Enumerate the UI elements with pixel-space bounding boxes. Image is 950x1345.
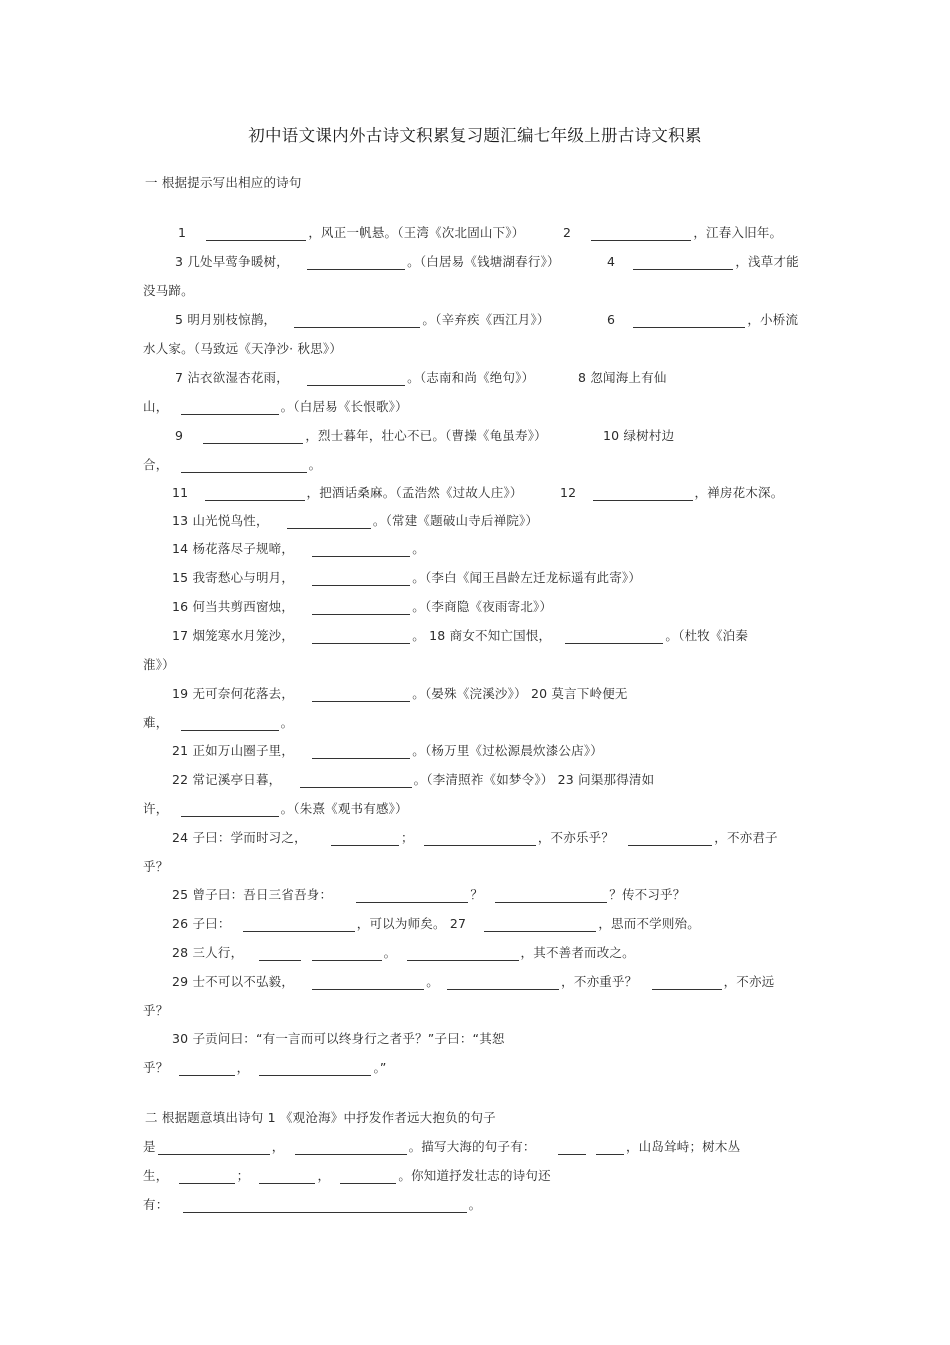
- question-text: ，不亦君子: [714, 830, 778, 845]
- question-text: ，其不善者而改之。: [520, 945, 635, 960]
- answer-blank[interactable]: [183, 1199, 467, 1213]
- question-text: 。（晏殊《浣溪沙》） 20 莫言下岭便无: [412, 686, 628, 701]
- answer-blank[interactable]: [593, 487, 693, 501]
- answer-blank[interactable]: [312, 543, 410, 557]
- question-6-row: [607, 312, 798, 328]
- question-number: 11: [172, 485, 189, 500]
- question-number: 2: [563, 225, 572, 240]
- answer-blank[interactable]: [307, 372, 405, 386]
- answer-blank[interactable]: [179, 1170, 235, 1184]
- question-text: 。（常建《题破山寺后禅院》）: [372, 513, 539, 528]
- question-text: 15 我寄愁心与明月，: [172, 570, 295, 585]
- question-text: 7 沾衣欲湿杏花雨，: [175, 370, 289, 385]
- question-text: 有：: [143, 1197, 169, 1212]
- question-text: 。: [468, 1197, 482, 1212]
- question-text: 。描写大海的句子有：: [408, 1139, 536, 1154]
- question-1-row: [178, 225, 524, 241]
- question-text: 难，: [143, 715, 169, 730]
- question-26-row: [172, 916, 700, 932]
- question-text: ，: [317, 1168, 331, 1183]
- question-text: 26 子曰：: [172, 916, 231, 931]
- question-16-row: [172, 599, 552, 615]
- question-text: 。: [426, 974, 439, 989]
- question-text: 。（朱熹《观书有感》）: [280, 801, 408, 816]
- answer-blank[interactable]: [356, 889, 468, 903]
- answer-blank[interactable]: [300, 774, 412, 788]
- question-text: 生，: [143, 1168, 169, 1183]
- question-2-row: [563, 225, 782, 241]
- question-24-row: [172, 830, 778, 846]
- question-text: 22 常记溪亭日暮，: [172, 772, 282, 787]
- question-25-row: [172, 887, 685, 903]
- question-text: ，不亦远: [723, 974, 775, 989]
- answer-blank[interactable]: [181, 717, 279, 731]
- question-text: 许，: [143, 801, 169, 816]
- question-text: 14 杨花落尽子规啼，: [172, 541, 295, 556]
- question-10-continued: [143, 457, 321, 473]
- answer-blank[interactable]: [340, 1170, 396, 1184]
- question-text: 。”: [373, 1060, 387, 1075]
- answer-blank[interactable]: [312, 745, 410, 759]
- question-text: ，浅草才能: [735, 254, 799, 269]
- answer-blank[interactable]: [181, 459, 307, 473]
- answer-blank[interactable]: [331, 832, 399, 846]
- question-text: ，: [271, 1139, 285, 1154]
- question-text: 24 子曰：学而时习之，: [172, 830, 307, 845]
- question-text: 。（李商隐《夜雨寄北》）: [412, 599, 553, 614]
- question-text: ，山岛耸峙；树木丛: [625, 1139, 741, 1154]
- answer-blank[interactable]: [312, 947, 382, 961]
- question-20-continued: [143, 715, 293, 731]
- answer-blank[interactable]: [312, 688, 410, 702]
- question-text: 19 无可奈何花落去，: [172, 686, 295, 701]
- answer-blank[interactable]: [205, 487, 305, 501]
- question-22-row: [172, 772, 654, 788]
- question-text: 17 烟笼寒水月笼沙，: [172, 628, 295, 643]
- answer-blank[interactable]: [295, 1141, 407, 1155]
- answer-blank[interactable]: [633, 314, 745, 328]
- question-text: ，禅房花木深。: [694, 485, 784, 500]
- question-text: 。: [308, 457, 322, 472]
- question-text: 3 几处早莺争暖树，: [175, 254, 289, 269]
- question-text: ？: [470, 887, 484, 902]
- question-text: 。你知道抒发壮志的诗句还: [398, 1168, 551, 1183]
- section-heading-1: 一 根据提示写出相应的诗句: [145, 175, 302, 190]
- answer-blank[interactable]: [294, 314, 420, 328]
- question-text: 。: [280, 715, 294, 730]
- question-text: 5 明月别枝惊鹊，: [175, 312, 277, 327]
- section-2-row-2: [143, 1168, 551, 1184]
- question-text: ；: [400, 830, 414, 845]
- answer-blank[interactable]: [203, 430, 303, 444]
- answer-blank[interactable]: [287, 515, 371, 529]
- answer-blank[interactable]: [407, 947, 519, 961]
- question-text: ？传不习乎？: [609, 887, 686, 902]
- question-number: 4: [607, 254, 616, 269]
- answer-blank[interactable]: [495, 889, 607, 903]
- question-10-row: 10 绿树村边: [603, 428, 675, 443]
- answer-blank[interactable]: [307, 256, 405, 270]
- question-text: 。（杜牧《泊秦: [665, 628, 749, 643]
- question-19-row: [172, 686, 628, 702]
- answer-blank[interactable]: [158, 1141, 270, 1155]
- question-text: ，不亦重乎？: [561, 974, 638, 989]
- question-text: ，把酒话桑麻。（孟浩然《过故人庄》）: [306, 485, 523, 500]
- question-text: ，小桥流: [747, 312, 799, 327]
- question-text: 。（白居易《长恨歌》）: [280, 399, 408, 414]
- question-29-continued: 乎？: [143, 1003, 169, 1018]
- section-2-row-3: [143, 1197, 481, 1213]
- page-title: 初中语文课内外古诗文积累复习题汇编七年级上册古诗文积累: [248, 126, 702, 145]
- answer-blank[interactable]: [633, 256, 733, 270]
- question-7-row: [175, 370, 534, 386]
- question-18-continued: 淮》）: [143, 657, 175, 672]
- question-text: 合，: [143, 457, 169, 472]
- question-text: ，不亦乐乎？: [537, 830, 615, 845]
- answer-blank[interactable]: [206, 227, 306, 241]
- question-text: 。（李白《闻王昌龄左迁龙标遥有此寄》）: [412, 570, 642, 585]
- question-text: 。（志南和尚《绝句》）: [407, 370, 535, 385]
- question-text: 是: [143, 1139, 156, 1154]
- answer-blank[interactable]: [558, 1141, 586, 1155]
- question-text: 16 何当共剪西窗烛，: [172, 599, 295, 614]
- question-number: 12: [560, 485, 577, 500]
- answer-blank[interactable]: [179, 1062, 235, 1076]
- answer-blank[interactable]: [312, 976, 424, 990]
- question-text: 29 士不可以不弘毅，: [172, 974, 295, 989]
- question-number: 1: [178, 225, 187, 240]
- answer-blank[interactable]: [628, 832, 712, 846]
- answer-blank[interactable]: [312, 572, 410, 586]
- question-17-row: [172, 628, 748, 644]
- answer-blank[interactable]: [596, 1141, 624, 1155]
- question-21-row: [172, 743, 603, 759]
- question-30-row: 30 子贡问曰：“有一言而可以终身行之者乎？”子曰：“其恕: [172, 1031, 505, 1046]
- answer-blank[interactable]: [259, 1062, 371, 1076]
- question-4-continued: 没马蹄。: [143, 283, 194, 298]
- answer-blank[interactable]: [312, 630, 410, 644]
- answer-blank[interactable]: [259, 947, 301, 961]
- answer-blank[interactable]: [181, 803, 279, 817]
- question-number: 9: [175, 428, 184, 443]
- question-text: 。: [383, 945, 397, 960]
- question-text: 25 曾子曰：吾日三省吾身：: [172, 887, 333, 902]
- question-text: 。 18 商女不知亡国恨，: [412, 628, 552, 643]
- section-2-row-1: [143, 1139, 740, 1155]
- answer-blank[interactable]: [259, 1170, 315, 1184]
- question-8-row: 8 忽闻海上有仙: [578, 370, 667, 385]
- question-text: ，烈士暮年，壮心不已。（曹操《龟虽寿》）: [305, 428, 547, 443]
- question-6-continued: 水人家。（马致远《天净沙· 秋思》）: [143, 341, 343, 356]
- question-14-row: [172, 541, 425, 557]
- question-12-row: [560, 485, 783, 501]
- section-heading-2: 二 根据题意填出诗句 1 《观沧海》中抒发作者远大抱负的句子: [145, 1110, 496, 1125]
- question-text: 乎？: [143, 1060, 169, 1075]
- question-text: ，江春入旧年。: [693, 225, 783, 240]
- question-3-row: [175, 254, 560, 270]
- question-text: 。（李清照祚《如梦令》） 23 问渠那得清如: [413, 772, 655, 787]
- question-24-continued: 乎？: [143, 859, 169, 874]
- question-text: 。（白居易《钱塘湖春行》）: [407, 254, 560, 269]
- answer-blank[interactable]: [312, 601, 410, 615]
- answer-blank[interactable]: [243, 918, 355, 932]
- question-text: ；: [236, 1168, 250, 1183]
- question-15-row: [172, 570, 641, 586]
- question-4-row: [607, 254, 799, 270]
- question-text: 。（杨万里《过松源晨炊漆公店》）: [412, 743, 603, 758]
- question-text: 。（辛弃疾《西江月》）: [422, 312, 550, 327]
- question-8-continued: [143, 399, 408, 415]
- question-text: ，: [236, 1060, 250, 1075]
- answer-blank[interactable]: [565, 630, 663, 644]
- question-11-row: [172, 485, 523, 501]
- answer-blank[interactable]: [424, 832, 536, 846]
- question-text: ，风正一帆悬。（王湾《次北固山下》）: [308, 225, 525, 240]
- answer-blank[interactable]: [591, 227, 691, 241]
- question-text: 21 正如万山圈子里，: [172, 743, 295, 758]
- question-text: 13 山光悦鸟性，: [172, 513, 269, 528]
- question-text: 。: [412, 541, 425, 556]
- question-9-row: [175, 428, 547, 444]
- question-text: ，思而不学则殆。: [598, 916, 700, 931]
- question-30-continued: [143, 1060, 387, 1076]
- question-text: 28 三人行，: [172, 945, 244, 960]
- question-13-row: [172, 513, 538, 529]
- question-text: 山，: [143, 399, 169, 414]
- answer-blank[interactable]: [447, 976, 559, 990]
- answer-blank[interactable]: [652, 976, 722, 990]
- answer-blank[interactable]: [181, 401, 279, 415]
- question-5-row: [175, 312, 550, 328]
- question-number: 6: [607, 312, 616, 327]
- answer-blank[interactable]: [484, 918, 596, 932]
- question-29-row: [172, 974, 774, 990]
- question-23-continued: [143, 801, 408, 817]
- question-text: ，可以为师矣。 27: [356, 916, 467, 931]
- question-28-row: [172, 945, 635, 961]
